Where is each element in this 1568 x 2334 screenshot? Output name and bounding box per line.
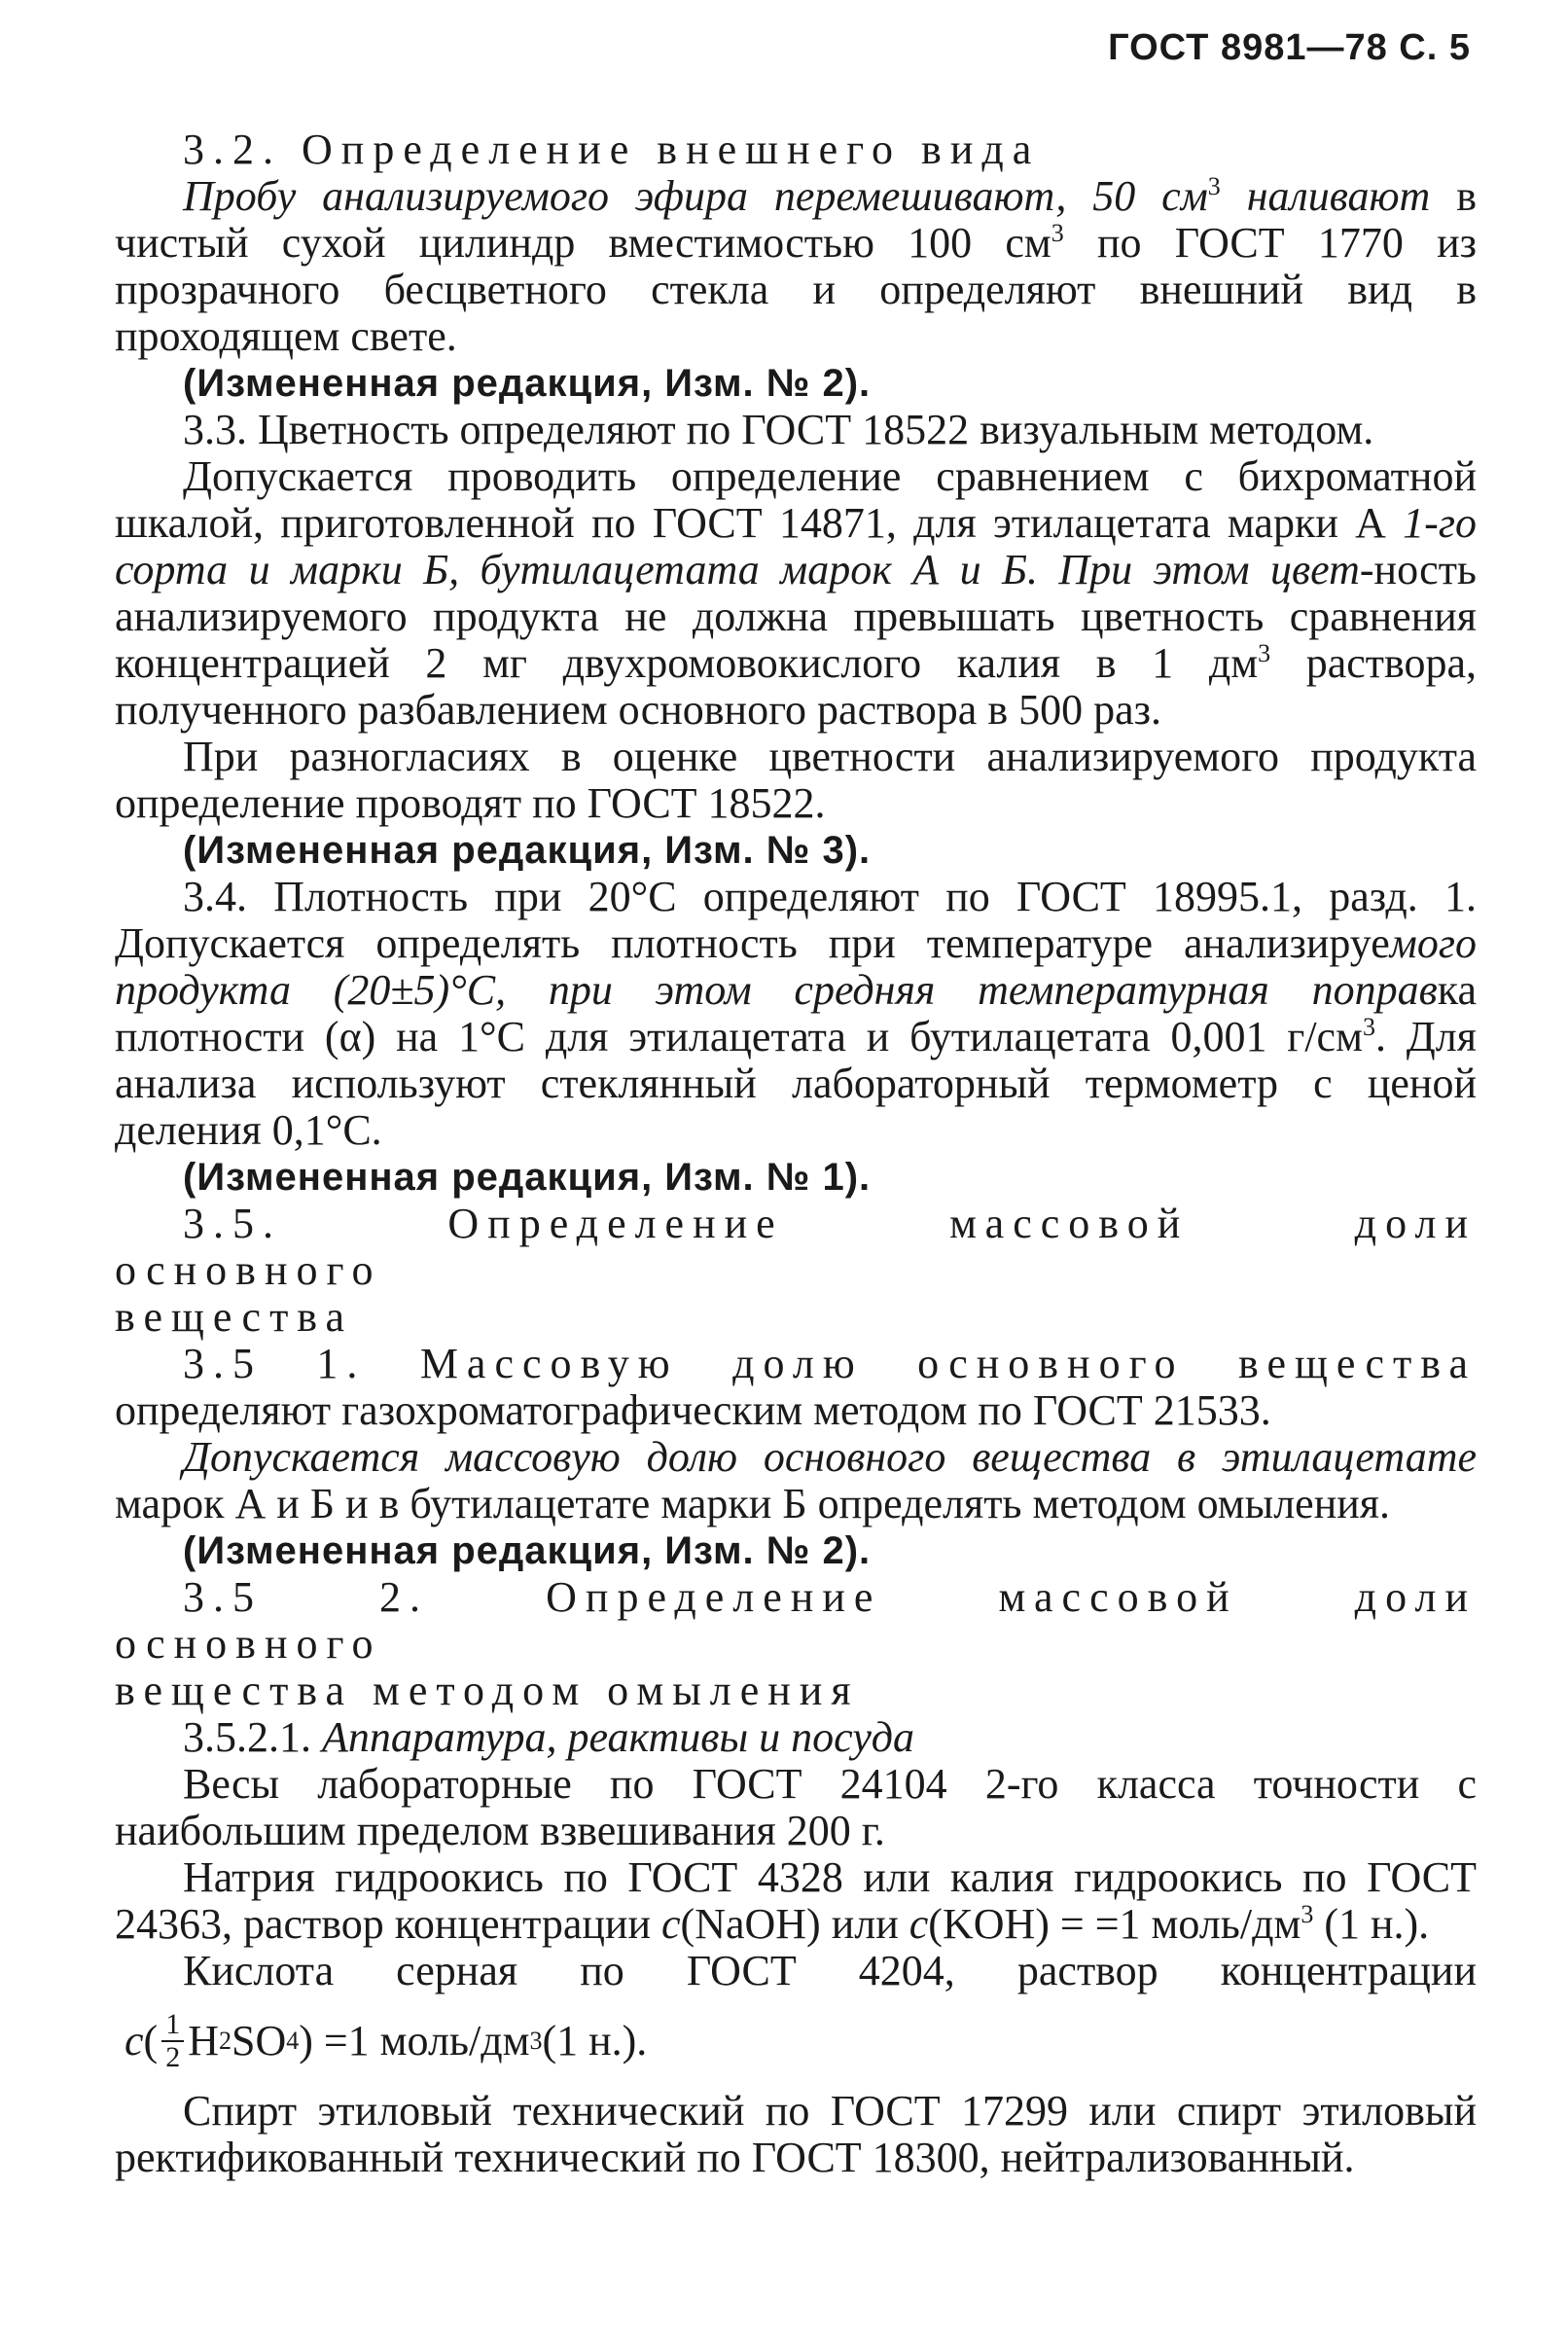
body-text: по ГОСТ 1770 из прозрачного бесцветного стекла и определяют внешний вид в проходящем свете. — [115, 219, 1477, 360]
formula-paren: ( — [143, 2017, 159, 2065]
formula-symbol: c — [125, 2017, 144, 2065]
body-text: . Для анализа используют стеклянный лабораторный термометр с ценой деления 0,1°С. — [115, 1013, 1477, 1154]
body-text: ность анализируемого продукта не должна превышать цветность сравнения концентрацией 2 мг двухромовокислого калия в 1 дм — [115, 546, 1477, 687]
fraction — [161, 2009, 184, 2073]
body-text: (KOH) = =1 моль/дм — [928, 1900, 1301, 1948]
section-3-4-paragraph — [115, 874, 1477, 1154]
amendment-note: (Измененная редакция, Изм. № 1). — [183, 1156, 872, 1199]
amendment-note: (Измененная редакция, Изм. № 3). — [183, 829, 872, 872]
sulfuric-acid-paragraph: Кислота серная по ГОСТ 4204, раствор концентрации — [183, 1947, 1477, 1994]
amendment-note: (Измененная редакция, Изм. № 2). — [183, 1529, 872, 1572]
body-text: ка плотности (α) на 1°С для этилацетата и бутилацетата 0,001 г/см — [115, 966, 1477, 1060]
body-text: 3.4. Плотность при 20°С определяют по ГОСТ 18995.1, разд. 1. Допускается определять плотность при температуре анализируе — [115, 873, 1477, 967]
formula-text: H — [188, 2017, 219, 2065]
superscript: 3 — [1258, 639, 1271, 667]
italic-text: Аппаратура, реактивы и посуда — [322, 1713, 915, 1761]
page-header: ГОСТ 8981—78 С. 5 — [1108, 27, 1471, 68]
ethanol-paragraph: Спирт этиловый технический по ГОСТ 17299 или спирт этиловый ректификованный технический по ГОСТ 18300, нейтрализованный. — [115, 2087, 1477, 2181]
superscript: 3 — [1301, 1900, 1314, 1928]
spaced-text: 3.5 1. Массовую долю основного вещества — [183, 1340, 1477, 1387]
superscript: 3 — [1207, 172, 1221, 200]
section-3-5-heading-continued: вещества — [115, 1293, 354, 1341]
fraction-denominator: 2 — [165, 2041, 181, 2073]
section-3-3-paragraph-2 — [115, 453, 1477, 734]
clause-number: 3.5.2.1. — [183, 1713, 322, 1761]
formula-text: ) =1 моль/дм — [299, 2017, 530, 2065]
section-3-2-paragraph — [115, 173, 1477, 360]
section-3-3-paragraph-3: При разногласиях в оценке цветности анализируемого продукта определение проводят по ГОСТ 18522. — [115, 733, 1477, 827]
italic-text: наливают — [1220, 172, 1431, 220]
section-3-5-2-heading: 3.5 2. Определение массовой доли основного — [115, 1573, 1477, 1668]
section-3-5-1-paragraph-2 — [115, 1434, 1477, 1527]
body-text: раствора, полученного разбавлением основного раствора в 500 раз. — [115, 639, 1477, 734]
italic-text: мого продукта (20±5)°С, при этом средняя температурная поправ — [115, 919, 1477, 1014]
section-3-2-heading: 3.2. Определение внешнего вида — [183, 126, 1041, 173]
body-text: (NaOH) или — [680, 1900, 909, 1948]
italic-text: c — [909, 1900, 929, 1948]
section-3-5-heading: 3.5. Определение массовой доли основного — [115, 1200, 1477, 1294]
section-3-5-2-heading-continued: вещества методом омыления — [115, 1667, 860, 1714]
italic-text: c — [661, 1900, 681, 1948]
body-text: Допускается проводить определение сравнением с бихроматной шкалой, приготовленной по ГОСТ 14871, для этилацетата марки А — [115, 452, 1477, 547]
hydroxide-paragraph — [115, 1854, 1477, 1948]
scales-paragraph: Весы лабораторные по ГОСТ 24104 2-го класса точности с наибольшим пределом взвешивания 200 г. — [115, 1760, 1477, 1854]
formula-text: (1 н.). — [542, 2017, 648, 2065]
italic-text: Пробу анализируемого эфира перемешивают, 50 см — [183, 172, 1208, 220]
section-3-5-1-paragraph — [115, 1341, 1477, 1434]
body-text: определяют газохроматографическим методом по ГОСТ 21533. — [115, 1386, 1271, 1434]
superscript: 3 — [1362, 1013, 1375, 1041]
superscript: 3 — [1051, 219, 1064, 247]
amendment-note: (Измененная редакция, Изм. № 2). — [183, 362, 872, 405]
concentration-formula: c ( $\frac{1}{2}$ H 2 SO 4 ) =1 моль/дм 3 (1 н.). — [125, 2008, 648, 2073]
section-3-5-2-1-heading — [115, 1714, 1477, 1761]
document-body — [115, 126, 1477, 2181]
italic-text: Допускается массовую долю основного вещества в этилацетате — [183, 1433, 1477, 1481]
italic-text: 1-го сорта и марки Б, бутилацетата марок А и Б. При этом цвет- — [115, 499, 1477, 593]
body-text: Натрия гидроокись по ГОСТ 4328 или калия гидроокись по ГОСТ 24363, раствор концентрации — [115, 1853, 1477, 1948]
section-3-3-paragraph: 3.3. Цветность определяют по ГОСТ 18522 визуальным методом. — [183, 406, 1374, 453]
formula-text: SO — [231, 2017, 287, 2065]
body-text: в чистый сухой цилиндр вместимостью 100 см — [115, 172, 1477, 267]
body-text: марок А и Б и в бутилацетате марки Б определять методом омыления. — [115, 1480, 1391, 1527]
fraction-numerator: 1 — [161, 2009, 184, 2042]
body-text: (1 н.). — [1313, 1900, 1430, 1948]
